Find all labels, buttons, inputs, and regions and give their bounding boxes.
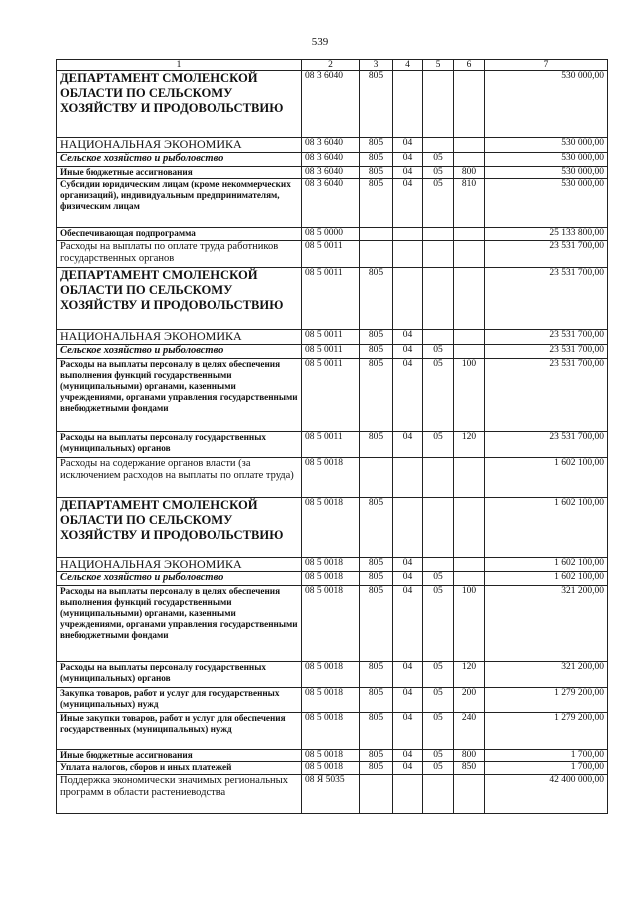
row-col6-cell: 800 — [454, 750, 485, 762]
row-col6-cell: 100 — [454, 359, 485, 432]
row-name-cell: Уплата налогов, сборов и иных платежей — [57, 762, 302, 775]
row-code-cell: 08 5 0018 — [302, 586, 360, 662]
row-name-cell: ДЕПАРТАМЕНТ СМОЛЕНСКОЙ ОБЛАСТИ ПО СЕЛЬСКОМУ ХОЗЯЙСТВУ И ПРОДОВОЛЬСТВИЮ — [57, 498, 302, 558]
row-col6-cell: 200 — [454, 688, 485, 713]
row-col6-cell: 800 — [454, 167, 485, 179]
row-col4-cell — [393, 228, 423, 241]
table-row — [57, 153, 608, 167]
row-col6-cell — [454, 138, 485, 153]
table-row — [57, 359, 608, 432]
row-sum-cell: 530 000,00 — [485, 153, 608, 167]
table-row — [57, 688, 608, 713]
row-col5-cell: 05 — [423, 688, 454, 713]
row-col3-cell: 805 — [360, 558, 393, 572]
table-row — [57, 586, 608, 662]
row-code-cell: 08 5 0011 — [302, 330, 360, 345]
row-col3-cell: 805 — [360, 167, 393, 179]
row-col4-cell: 04 — [393, 359, 423, 432]
table-row — [57, 662, 608, 688]
row-col6-cell — [454, 458, 485, 498]
row-col3-cell: 805 — [360, 586, 393, 662]
row-name-cell: Расходы на выплаты персоналу государственных (муниципальных) органов — [57, 662, 302, 688]
row-col3-cell: 805 — [360, 762, 393, 775]
row-sum-cell: 25 133 800,00 — [485, 228, 608, 241]
header-cell: 7 — [485, 60, 608, 71]
table-row — [57, 458, 608, 498]
row-code-cell: 08 5 0018 — [302, 713, 360, 750]
row-sum-cell: 23 531 700,00 — [485, 241, 608, 268]
row-col6-cell — [454, 330, 485, 345]
row-col4-cell: 04 — [393, 572, 423, 586]
row-col4-cell: 04 — [393, 153, 423, 167]
row-col5-cell — [423, 71, 454, 138]
row-col6-cell: 850 — [454, 762, 485, 775]
row-code-cell: 08 5 0011 — [302, 268, 360, 330]
row-col4-cell: 04 — [393, 558, 423, 572]
row-col3-cell: 805 — [360, 330, 393, 345]
table-row — [57, 750, 608, 762]
row-code-cell: 08 3 6040 — [302, 167, 360, 179]
table-row — [57, 713, 608, 750]
row-col3-cell: 805 — [360, 662, 393, 688]
row-sum-cell: 23 531 700,00 — [485, 268, 608, 330]
row-col5-cell — [423, 558, 454, 572]
row-sum-cell: 321 200,00 — [485, 586, 608, 662]
row-code-cell: 08 5 0018 — [302, 688, 360, 713]
row-col5-cell — [423, 498, 454, 558]
row-sum-cell: 1 279 200,00 — [485, 688, 608, 713]
row-col5-cell: 05 — [423, 179, 454, 228]
row-col4-cell: 04 — [393, 138, 423, 153]
row-name-cell: Иные бюджетные ассигнования — [57, 167, 302, 179]
row-col3-cell: 805 — [360, 153, 393, 167]
row-col4-cell: 04 — [393, 586, 423, 662]
row-col5-cell — [423, 775, 454, 814]
row-code-cell: 08 5 0011 — [302, 241, 360, 268]
row-name-cell: НАЦИОНАЛЬНАЯ ЭКОНОМИКА — [57, 558, 302, 572]
row-col6-cell — [454, 775, 485, 814]
row-sum-cell: 530 000,00 — [485, 138, 608, 153]
table-header-row — [57, 60, 608, 71]
row-col6-cell — [454, 498, 485, 558]
table-row — [57, 179, 608, 228]
row-code-cell: 08 5 0018 — [302, 662, 360, 688]
row-col4-cell: 04 — [393, 432, 423, 458]
row-sum-cell: 23 531 700,00 — [485, 432, 608, 458]
row-code-cell: 08 5 0000 — [302, 228, 360, 241]
row-col5-cell: 05 — [423, 432, 454, 458]
row-col3-cell — [360, 458, 393, 498]
row-col6-cell — [454, 268, 485, 330]
row-col4-cell — [393, 241, 423, 268]
row-name-cell: Сельское хозяйство и рыболовство — [57, 345, 302, 359]
row-name-cell: Расходы на выплаты персоналу государственных (муниципальных) органов — [57, 432, 302, 458]
row-name-cell: Иные бюджетные ассигнования — [57, 750, 302, 762]
row-col4-cell: 04 — [393, 167, 423, 179]
row-col3-cell: 805 — [360, 572, 393, 586]
row-code-cell: 08 5 0018 — [302, 572, 360, 586]
header-cell: 4 — [393, 60, 423, 71]
row-col5-cell: 05 — [423, 750, 454, 762]
row-col6-cell: 240 — [454, 713, 485, 750]
row-name-cell: НАЦИОНАЛЬНАЯ ЭКОНОМИКА — [57, 138, 302, 153]
row-name-cell: ДЕПАРТАМЕНТ СМОЛЕНСКОЙ ОБЛАСТИ ПО СЕЛЬСКОМУ ХОЗЯЙСТВУ И ПРОДОВОЛЬСТВИЮ — [57, 268, 302, 330]
row-code-cell: 08 5 0011 — [302, 432, 360, 458]
header-cell: 5 — [423, 60, 454, 71]
row-col4-cell: 04 — [393, 750, 423, 762]
row-col5-cell: 05 — [423, 167, 454, 179]
row-col6-cell: 810 — [454, 179, 485, 228]
row-col3-cell: 805 — [360, 432, 393, 458]
row-name-cell: НАЦИОНАЛЬНАЯ ЭКОНОМИКА — [57, 330, 302, 345]
row-code-cell: 08 5 0018 — [302, 498, 360, 558]
row-col4-cell: 04 — [393, 713, 423, 750]
row-col5-cell: 05 — [423, 586, 454, 662]
row-col4-cell: 04 — [393, 330, 423, 345]
row-sum-cell: 530 000,00 — [485, 179, 608, 228]
row-sum-cell: 1 602 100,00 — [485, 498, 608, 558]
table-row — [57, 268, 608, 330]
row-col3-cell: 805 — [360, 359, 393, 432]
row-col4-cell: 04 — [393, 345, 423, 359]
row-name-cell: Закупка товаров, работ и услуг для государственных (муниципальных) нужд — [57, 688, 302, 713]
table-row — [57, 167, 608, 179]
row-col3-cell: 805 — [360, 713, 393, 750]
row-col6-cell — [454, 153, 485, 167]
row-name-cell: Обеспечивающая подпрограмма — [57, 228, 302, 241]
row-col3-cell: 805 — [360, 71, 393, 138]
budget-table — [56, 59, 608, 814]
row-name-cell: Поддержка экономически значимых региональных программ в области растениеводства — [57, 775, 302, 814]
row-code-cell: 08 5 0018 — [302, 558, 360, 572]
row-col5-cell: 05 — [423, 713, 454, 750]
row-code-cell: 08 3 6040 — [302, 138, 360, 153]
row-col5-cell: 05 — [423, 345, 454, 359]
row-col6-cell — [454, 572, 485, 586]
row-col3-cell: 805 — [360, 750, 393, 762]
row-sum-cell: 1 700,00 — [485, 750, 608, 762]
table-row — [57, 432, 608, 458]
row-code-cell: 08 5 0011 — [302, 345, 360, 359]
table-row — [57, 558, 608, 572]
row-col4-cell — [393, 268, 423, 330]
table-row — [57, 775, 608, 814]
row-name-cell: Расходы на выплаты персоналу в целях обеспечения выполнения функций государственными (муниципальными) органами, казенными учреждениями, органами управления государственными внебюджетными фондами — [57, 359, 302, 432]
table-row — [57, 241, 608, 268]
row-col5-cell — [423, 241, 454, 268]
row-name-cell: ДЕПАРТАМЕНТ СМОЛЕНСКОЙ ОБЛАСТИ ПО СЕЛЬСКОМУ ХОЗЯЙСТВУ И ПРОДОВОЛЬСТВИЮ — [57, 71, 302, 138]
row-col6-cell — [454, 241, 485, 268]
row-col5-cell — [423, 228, 454, 241]
row-code-cell: 08 5 0018 — [302, 458, 360, 498]
row-col5-cell — [423, 330, 454, 345]
row-sum-cell: 23 531 700,00 — [485, 330, 608, 345]
row-col3-cell — [360, 228, 393, 241]
row-sum-cell: 1 279 200,00 — [485, 713, 608, 750]
row-col6-cell — [454, 228, 485, 241]
row-col3-cell — [360, 775, 393, 814]
row-code-cell: 08 5 0018 — [302, 762, 360, 775]
row-col3-cell: 805 — [360, 345, 393, 359]
row-col4-cell — [393, 71, 423, 138]
row-sum-cell: 42 400 000,00 — [485, 775, 608, 814]
row-col4-cell: 04 — [393, 762, 423, 775]
row-col3-cell: 805 — [360, 138, 393, 153]
row-name-cell: Расходы на выплаты по оплате труда работников государственных органов — [57, 241, 302, 268]
page-number: 539 — [311, 36, 329, 48]
row-col6-cell: 120 — [454, 432, 485, 458]
row-sum-cell: 23 531 700,00 — [485, 345, 608, 359]
table-row — [57, 228, 608, 241]
row-col3-cell: 805 — [360, 688, 393, 713]
row-code-cell: 08 5 0011 — [302, 359, 360, 432]
table-row — [57, 762, 608, 775]
row-col4-cell — [393, 775, 423, 814]
row-name-cell: Иные закупки товаров, работ и услуг для обеспечения государственных (муниципальных) нужд — [57, 713, 302, 750]
row-name-cell: Сельское хозяйство и рыболовство — [57, 153, 302, 167]
row-col5-cell: 05 — [423, 762, 454, 775]
row-col6-cell — [454, 345, 485, 359]
row-col4-cell — [393, 498, 423, 558]
row-code-cell: 08 3 6040 — [302, 179, 360, 228]
table-row — [57, 138, 608, 153]
row-col5-cell: 05 — [423, 662, 454, 688]
row-col5-cell — [423, 458, 454, 498]
header-cell: 6 — [454, 60, 485, 71]
row-sum-cell: 1 602 100,00 — [485, 558, 608, 572]
row-sum-cell: 1 700,00 — [485, 762, 608, 775]
table-row — [57, 498, 608, 558]
row-sum-cell: 1 602 100,00 — [485, 572, 608, 586]
header-cell: 2 — [302, 60, 360, 71]
table-row — [57, 71, 608, 138]
row-col4-cell — [393, 458, 423, 498]
table-row — [57, 572, 608, 586]
row-sum-cell: 321 200,00 — [485, 662, 608, 688]
row-col5-cell: 05 — [423, 572, 454, 586]
row-code-cell: 08 3 6040 — [302, 153, 360, 167]
header-cell: 1 — [57, 60, 302, 71]
row-code-cell: 08 3 6040 — [302, 71, 360, 138]
row-col4-cell: 04 — [393, 179, 423, 228]
row-code-cell: 08 5 0018 — [302, 750, 360, 762]
row-name-cell: Сельское хозяйство и рыболовство — [57, 572, 302, 586]
row-col3-cell — [360, 241, 393, 268]
row-col6-cell — [454, 71, 485, 138]
row-col5-cell — [423, 268, 454, 330]
row-col6-cell: 120 — [454, 662, 485, 688]
row-col3-cell: 805 — [360, 179, 393, 228]
header-cell: 3 — [360, 60, 393, 71]
row-name-cell: Субсидии юридическим лицам (кроме некоммерческих организаций), индивидуальным предпринимателям, физическим лицам — [57, 179, 302, 228]
row-code-cell: 08 Я 5035 — [302, 775, 360, 814]
table-row — [57, 330, 608, 345]
row-col6-cell: 100 — [454, 586, 485, 662]
row-col5-cell: 05 — [423, 153, 454, 167]
row-col5-cell: 05 — [423, 359, 454, 432]
table-row — [57, 345, 608, 359]
row-sum-cell: 23 531 700,00 — [485, 359, 608, 432]
row-col5-cell — [423, 138, 454, 153]
row-sum-cell: 1 602 100,00 — [485, 458, 608, 498]
row-sum-cell: 530 000,00 — [485, 167, 608, 179]
row-name-cell: Расходы на содержание органов власти (за исключением расходов на выплаты по оплате труда) — [57, 458, 302, 498]
row-sum-cell: 530 000,00 — [485, 71, 608, 138]
row-col3-cell: 805 — [360, 498, 393, 558]
row-col3-cell: 805 — [360, 268, 393, 330]
row-col6-cell — [454, 558, 485, 572]
row-name-cell: Расходы на выплаты персоналу в целях обеспечения выполнения функций государственными (муниципальными) органами, казенными учреждениями, органами управления государственными внебюджетными фондами — [57, 586, 302, 662]
row-col4-cell: 04 — [393, 662, 423, 688]
row-col4-cell: 04 — [393, 688, 423, 713]
